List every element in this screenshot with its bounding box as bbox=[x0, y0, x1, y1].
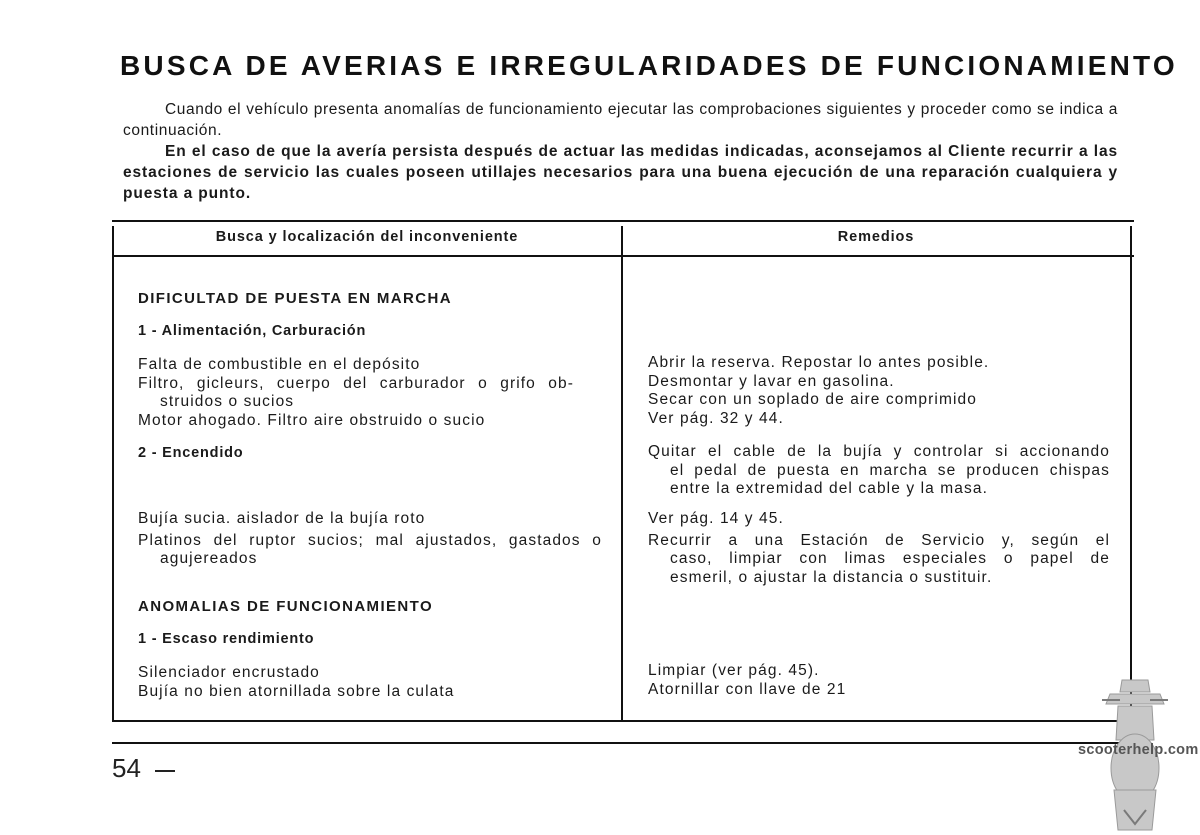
page-title: BUSCA DE AVERIAS E IRREGULARIDADES DE FUNCIONAMIENTO bbox=[120, 50, 1178, 81]
list-item: Falta de combustible en el depósito bbox=[138, 356, 421, 373]
intro-paragraph: Cuando el vehículo presenta anomalías de funcionamiento ejecutar las comprobaciones siguientes y proceder como se indica a continuación. bbox=[123, 101, 1118, 139]
list-item: caso, limpiar con limas especiales o papel de bbox=[670, 550, 1110, 567]
table-top-rule bbox=[112, 220, 1134, 222]
list-item: Atornillar con llave de 21 bbox=[648, 680, 847, 698]
page-bottom-rule bbox=[112, 742, 1134, 744]
column-header-remedies: Remedios bbox=[837, 229, 915, 245]
list-item: Ver pág. 32 y 44. bbox=[648, 409, 784, 427]
ignition-check-text bbox=[648, 443, 1118, 499]
list-item: el pedal de puesta en marcha se producen chispas bbox=[670, 461, 1110, 479]
performance-problems-list bbox=[138, 664, 608, 701]
list-item: Recurrir a una Estación de Servicio y, según el bbox=[648, 531, 1110, 549]
list-item: entre la extremidad del cable y la masa. bbox=[670, 480, 988, 497]
section-title-starting-difficulty: DIFICULTAD DE PUESTA EN MARCHA bbox=[138, 290, 452, 307]
performance-remedies-list bbox=[648, 662, 1118, 699]
table-header-rule bbox=[112, 255, 1134, 257]
list-item: Platinos del ruptor sucios; mal ajustados, gastados o bbox=[138, 531, 602, 549]
list-item: Silenciador encrustado bbox=[138, 664, 320, 681]
list-item: Desmontar y lavar en gasolina. bbox=[648, 372, 895, 390]
list-item: Abrir la reserva. Repostar lo antes posible. bbox=[648, 354, 990, 371]
table-bottom-rule bbox=[112, 720, 1134, 722]
watermark-text: scooterhelp.com bbox=[1078, 742, 1199, 758]
list-item: Quitar el cable de la bujía y controlar si accionando bbox=[648, 443, 1110, 460]
list-item: Motor ahogado. Filtro aire obstruido o sucio bbox=[138, 411, 486, 429]
list-item: Limpiar (ver pág. 45). bbox=[648, 662, 820, 679]
list-item: esmeril, o ajustar la distancia o sustituir. bbox=[670, 568, 993, 586]
ignition-problems-list bbox=[138, 510, 608, 569]
fuel-remedies-list bbox=[648, 354, 1118, 428]
table-column-divider bbox=[621, 226, 623, 720]
fuel-problems-list bbox=[138, 356, 608, 430]
list-item: struidos o sucios bbox=[160, 393, 295, 410]
intro-advice-paragraph: En el caso de que la avería persista después de actuar las medidas indicadas, aconsejamos al Cliente recurrir a las estaciones de servicio las cuales poseen utillajes necesarios para una buena ejecución de una reparación cualquiera y puesta a punto. bbox=[123, 143, 1118, 202]
list-item: Bujía no bien atornillada sobre la culata bbox=[138, 682, 455, 700]
subsection-ignition: 2 - Encendido bbox=[138, 445, 244, 461]
list-item: Ver pág. 14 y 45. bbox=[648, 510, 784, 527]
list-item: Bujía sucia. aislador de la bujía roto bbox=[138, 510, 426, 527]
page-number-dash bbox=[155, 770, 175, 772]
subsection-low-performance: 1 - Escaso rendimiento bbox=[138, 631, 315, 647]
ignition-remedies-list bbox=[648, 510, 1118, 587]
subsection-fuel-carburation: 1 - Alimentación, Carburación bbox=[138, 323, 367, 339]
intro-text bbox=[123, 99, 1118, 204]
column-header-diagnosis: Busca y localización del inconveniente bbox=[215, 229, 519, 245]
page-number: 54 bbox=[112, 753, 141, 783]
table-left-border bbox=[112, 226, 114, 720]
list-item: agujereados bbox=[160, 550, 258, 567]
list-item: Filtro, gicleurs, cuerpo del carburador o grifo ob- bbox=[138, 374, 574, 392]
table-right-border bbox=[1130, 226, 1132, 720]
section-title-running-anomalies: ANOMALIAS DE FUNCIONAMIENTO bbox=[138, 598, 434, 615]
list-item: Secar con un soplado de aire comprimido bbox=[648, 391, 977, 408]
